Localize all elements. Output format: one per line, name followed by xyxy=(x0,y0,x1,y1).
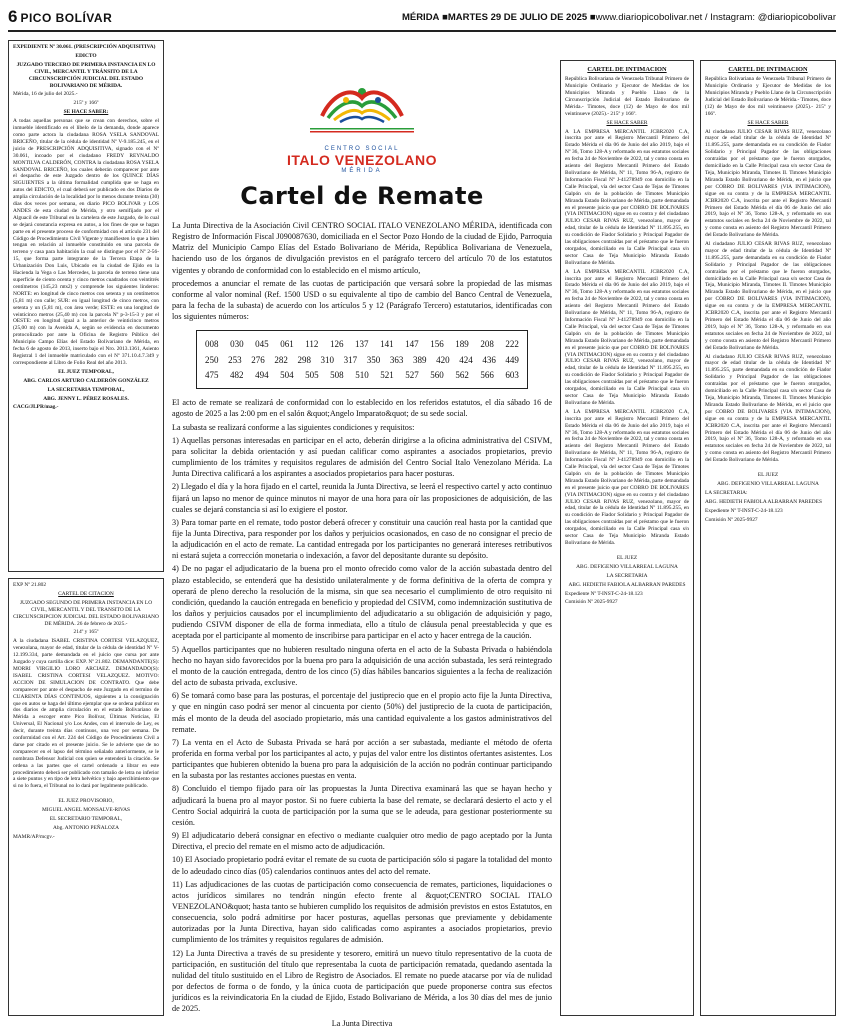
intimacion-judge: EL JUEZ xyxy=(616,554,638,561)
edicto-secretary: LA SECRETARIA TEMPORAL, xyxy=(47,386,125,393)
lot-number: 045 xyxy=(255,339,269,350)
remate-p1: El acto de remate se realizará de conformidad con lo establecido en los referidos estatutos, el día sábado 16 de agosto de 2025 a las 2:00 pm en el salón &quot;Angelo Imparato&quot; de su sede social. xyxy=(172,398,552,419)
lot-number: 317 xyxy=(343,354,358,365)
masthead-date: MARTES 29 DE JULIO DE 2025 xyxy=(447,11,588,23)
remate-intro-2: procedemos a anunciar el remate de las cuotas de participación que versará sobre la propiedad de las mismas conforme al valor nominal (Ref. 1500 USD o su equivalente al tipo de cambio del Banco Central de Venezuela, para la fecha de la subasta) de acuerdo con los artículos 5 y 12 (Parágrafo Tercero) estatutarios, identificadas con los siguientes números: xyxy=(172,278,552,322)
intimacion-footer-1: Expediente Nº T-INST-C-24-18.123 xyxy=(565,590,643,597)
lot-number: 494 xyxy=(255,370,269,380)
lot-number: 112 xyxy=(305,339,319,350)
remate-p5: 3) Para tomar parte en el remate, todo postor deberá ofrecer y constituir una caución real hasta por la cantidad que fije la Junta Directiva, para responder por los daños y perjuicios ocasionados, en caso de no consignar el precio de la adjudicación en el acto de remate. La cantidad entregada por los participantes no generará intereses retributivos ni estará sujeta a corrección monetaria o indexación, a favor del depositante durante su depósito. xyxy=(172,517,552,561)
lot-number: 560 xyxy=(430,370,444,380)
lot-number: 298 xyxy=(297,354,311,365)
intimacion-body-cont-2: A LA EMPRESA MERCANTIL JCBR2020 C.A, inscrita por ante el Registro Mercantil Primero del Estado Mérida el día 06 de Junio del año 2019, bajo el Nº 36, Tomo 128-A y reformado en sus estatutos sociales en fecha 24 de Noviembre de 2022, tal y como consta en asiento del Registro Mercantil Primero del Estado Bolivariano de Mérida, Nº 11, Tomo 96-A, registro de Información Fiscal Nº J-41278949 con domicilio en la Calle Principal, vía del sector Casa de Tejas de Timotes Galpón s/n de la población de Timotes Municipio Miranda Estado Bolivariano de Mérida, parte demandada en el presente juicio que por COBRO DE BOLIVARES (VIA INTIMACION) sigue en su contra y del ciudadano JULIO CESAR RIVAS RUZ, venezolano, mayor de edad, titular de la cédula de Identidad Nº 11.895.255, en su condición de Fiador Solidario y Principal Pagador de las obligaciones contraídas por el préstamo que le fueron otorgados, domiciliado en la Calle Principal casa s/n sector Casa de Teja Municipio Miranda Estado Bolivariano de Mérida. xyxy=(565,408,689,546)
lot-number: 521 xyxy=(380,370,394,380)
lot-number: 505 xyxy=(305,370,319,380)
intimacion-head: República Bolivariana de Venezuela Tribunal Primero de Municipio Ordinario y Ejecutor de Medidas de los Municipios Miranda y Pueblo Llano de la Circunscripción Judicial del Estado Bolivariano de Mérida.- Timotes, doce (12) de Mayo de dos mil veintinueve (2025).- 215º y 166º. xyxy=(565,76,689,117)
remate-title: Cartel de Remate xyxy=(240,182,484,210)
lot-number: 562 xyxy=(455,370,469,380)
masthead-separator: ■ xyxy=(589,11,596,23)
edicto-court-date: Mérida, 16 de julio del 2025.- xyxy=(13,91,78,98)
edicto-se-hace-saber: SE HACE SABER: xyxy=(63,109,109,116)
intimacion-notice-company xyxy=(560,60,694,1016)
lot-number: 250 xyxy=(205,354,219,365)
intimacion-secretary-name: ABG. HEDIETH FABIOLA ALBARRAN PAREDES xyxy=(705,498,822,505)
lot-number: 141 xyxy=(380,339,394,350)
masthead-city: MÉRIDA xyxy=(401,11,440,23)
remate-p10: 8) Concluido el tiempo fijado para oír las propuestas la Junta Directiva examinará las que se hayan hecho y adjudicará la buena pro al mayor postor. Si no fuere cubierta la base del remate, se declarará desierto el acto y el Centro Social adquirirá la cuota de participación por la suma que se le adeuda, para gestionar posteriormente su cesión. xyxy=(172,784,552,827)
intimacion-body-cont: Al ciudadano JULIO CESAR RIVAS RUZ, venezolano mayor de edad titular de la cédula de Identidad Nº 11.895.255, parte demandada en su condición de Fiador Solidario y Principal Pagador de las obligaciones contraídas por el préstamo que le fueron otorgados, domiciliado en la Calle Principal casa s/n sector Casa de Teja, Municipio Miranda, Timotes II. Timotes Municipio Miranda Estado Bolivariano de Mérida, en el juicio que por COBRO DE BOLIVARES (VIA INTIMACION), sigue en su contra y de la EMPRESA MERCANTIL JCBR2020 C.A, inscrita por ante el Registro Mercantil Primero del Estado Mérida el día 06 de Junio del año 2019, bajo el Nº 36, Tomo 128-A, y reformado en sus estatutos sociales en fecha 24 de Noviembre de 2022, tal y como consta en asiento del Registro Mercantil Primero del Estado Bolivariano de Mérida. xyxy=(705,241,831,351)
csiv-logo xyxy=(170,40,554,210)
edicto-notice xyxy=(8,40,164,572)
remate-conditions xyxy=(170,397,554,1014)
intimacion-title: CARTEL DE INTIMACION xyxy=(728,66,808,73)
citacion-initials: MAMR/AP/mcgv.- xyxy=(13,833,55,840)
masthead xyxy=(8,4,836,32)
lot-number: 222 xyxy=(505,339,519,350)
masthead-instagram: Instagram: @diariopicobolivar xyxy=(710,11,836,23)
lot-number: 350 xyxy=(366,354,381,365)
lot-number: 436 xyxy=(482,354,496,365)
remate-p9: 7) La venta en el Acto de Subasta Privada se hará por acción a ser subastada, mediante el método de oferta proferida en forma verbal por los participantes al acto, y pujas del valor entre los distintos ofertantes asistentes. Los participantes que hubieren obtenido la buena pro para la adquisición de la acción no podrán continuar participando en la subasta por las restantes acciones puestas en venta. xyxy=(172,737,552,781)
lot-number: 603 xyxy=(505,370,519,380)
intimacion-judge-name: ABG. DEFIGENIO VILLARREAL LAGUNA xyxy=(576,563,678,570)
remate-p14: 12) La Junta Directiva a través de su presidente y tesorero, emitirá un nuevo título representativo de la cuota de participación, en sustitución del título que representaba la cuota de participación rematada, quedando asentada la nulidad del título sustituido en el Libro de Registro de Asociados. El remate no puede atacarse por vía de nulidad por defectos de forma o de fondo, y la única cuota de participación que puede proponerse contra sus efectos jurídicos es la reivindicatoria En la ciudad de Ejido, Estado Bolivariano de Mérida, a los 30 días del mes de junio de 2025. xyxy=(172,948,552,1014)
intimacion-footer-2: Comisión Nº 2025-9927 xyxy=(565,599,618,606)
lot-number: 504 xyxy=(280,370,294,380)
lot-number: 156 xyxy=(430,339,444,350)
lot-number: 253 xyxy=(228,354,242,365)
lot-number: 189 xyxy=(455,339,469,350)
remate-p8: 6) Se tomará como base para las posturas, el porcentaje del justiprecio que en el propio acto fije la Junta Directiva, y que en ningún caso podrá ser menor al cincuenta por ciento (50%) del justiprecio de la cuota de participación, más el monto de la deuda del asociado propietario, más una cantidad equivalente a los gastos administrativos del remate. xyxy=(172,691,552,734)
lot-number: 508 xyxy=(330,370,344,380)
remate-p11: 9) El adjudicatario deberá consignar en efectivo o mediante cualquier otro medio de pago aceptado por la Junta Directiva, el precio del remate en el mismo acto de adjudicación. xyxy=(172,831,552,852)
intimacion-secretary-name: ABG. HEDIETH FABIOLA ALBARRAN PAREDES xyxy=(568,581,686,588)
lot-number: 008 xyxy=(205,339,219,350)
lot-number: 310 xyxy=(320,354,335,365)
edicto-court: JUZGADO TERCERO DE PRIMERA INSTANCIA EN LO CIVIL, MERCANTIL Y TRÁNSITO DE LA CIRCUNSCRIPCIÓN JUDICIAL DEL ESTADO BOLIVARIANO DE MÉRIDA. xyxy=(16,61,156,89)
intimacion-footer-1: Expediente Nº T-INST-C-24-18.123 xyxy=(705,507,783,514)
edicto-judge: EL JUEZ TEMPORAL, xyxy=(58,368,114,375)
intimacion-body-cont-2: Al ciudadano JULIO CESAR RIVAS RUZ, venezolano mayor de edad titular de la cédula de Identidad Nº 11.895.255, parte demandada en su condición de Fiador Solidario y Principal Pagador de las obligaciones contraídas por el préstamo que le fueron otorgados, domiciliado en la Calle Principal casa s/n sector Casa de Teja, Municipio Miranda, Timotes II. Timotes Municipio Miranda Estado Bolivariano de Mérida, en el juicio que por COBRO DE BOLIVARES (VIA INTIMACION), sigue en su contra y de la EMPRESA MERCANTIL JCBR2020 C.A, inscrita por ante el Registro Mercantil Primero del Estado Mérida el día 06 de Junio del año 2019, bajo el Nº 36, Tomo 128-A, y reformado en sus estatutos sociales en fecha 24 de Noviembre de 2022, tal y como consta en asiento del Registro Mercantil Primero del Estado Bolivariano de Mérida. xyxy=(705,353,831,464)
intimacion-title: CARTEL DE INTIMACION xyxy=(587,66,667,73)
citacion-court: JUZGADO SEGUNDO DE PRIMERA INSTANCIA EN LO CIVIL, MERCANTIL Y DEL TRANSITO DE LA CIRCUNSCRIPCION JUDICIAL DEL ESTADO BOLIVARIANO DE MÉRIDA. 26 de febrero de 2025.- xyxy=(13,599,159,627)
citacion-body: A la ciudadana ISABEL CRISTINA CORTESI VELAZQUEZ, venezolana, mayor de edad, titular de la cédula de identidad Nº V-12.199.334, parte demandada en el juicio que cursa por ante Juzgado y cuya cartilla dice: EXP. Nº 21.802. DEMANDANTE(S): MORRI VIRGILIO LORO ARCIAEZ. DEMANDADO(S): ISABEL CRISTINA CORTESI VELAZQUEZ. MOTIVO: ACCION DE SIMULACION DE CONTRATO. Que debe comparecer por ante el despacho de este Juzgado en el termino de CUARENTA DÍAS CONTINUOS, siguientes a la consignación que en autos se haga del último ejemplar que se ordena publicar en dos diarios de amplia circulación en el estado Bolivariano de Mérida a escoger entre Pico Bolívar, Últimas Noticias, El Universal, El Nacional y/o Los Andes, con el intervalo de Ley, es decir, durante treinta días continuos, una vez por semana. De conformidad con el Art. 224 del Código de Procedimiento Civil a darse por citado en el presente juicio. Se le advierte que de no comparecer en el lapso del término señalado anteriormente, se le nombrara Defensor Judicial con quien se entenderá la citación. Se ordena a las partes que el cartel ordenado a librar en este procedimiento deberá ser publicado con tamaño de letra no inferior a siete puntos y en tipo de letra helvético y bajo apercibimiento que si no lo fuera, el Tribunal no lo dará por legalmente publicado. xyxy=(13,638,159,790)
masthead-separator: ■ xyxy=(442,11,448,23)
lots-row xyxy=(205,368,519,383)
lot-number: 061 xyxy=(280,339,294,350)
intimacion-footer-2: Comisión Nº 2025-9927 xyxy=(705,516,758,523)
intimacion-se-hace-saber: SE HACE SABER xyxy=(606,119,648,126)
csiv-logo-icon xyxy=(262,76,462,146)
lot-number: 030 xyxy=(230,339,244,350)
edicto-body: A todas aquellas personas que se crean con derechos, sobre el inmueble identificado en el libelo de la demanda, donde aparece como parte actora la ciudadana ROSA YSELA SANDOVAL BRICEÑO, titular de la cédula de identidad Nº V-9.185.245, en el juicio de PRESCRIPCIÓN ADQUISITIVA, signado con el Nº 30.061, incoado por el ciudadano FREDY REYNALDO MONTILVA CALDERÓN, CONTRA la ciudadana ROSA YSELA SANDOVAL BRICEÑO, los cuales deberán comparecer por ante el despacho de este Juzgado dentro de los QUINCE DÍAS SIGUIENTES a la última formalidad cumplida que se haga en autos del EDICTO, el cual deberá ser publicado en dos Diarios de amplia circulación de la localidad por lo menos durante treinta (30) días dos veces por semana, en diario PICO BOLIVAR y LOS ANDES de esta ciudad de Mérida, y otro semifijado por el Alguacil de este Tribunal en la cartelera de este Juzgado, de lo cual se dejará constancia expresa en autos, a los fines de que se hagan parte en el presente proceso de conformidad con el artículo 231 del Código de Procedimiento Civil Vigente y manifiesten lo que a bien tengan en relación al inmueble constituido en una parcela de terreno y casa para habitación la cual se distingue por el Nº 2-56-15, que forma parte integrante de la Tercera Etapa de la Urbanización Don Luis, Ubicado en la ciudad de Ejido en la Hacienda la Vega o Las Mercedes, la parcela de terreno tiene una superficie de ciento ocenta y cinco metros cuadrados con veintitrés centímetros (145,23 mts2) y comprende los siguientes linderos: NORTE: en longitud de cinco metros con setenta y un centímetros (5,81 m) con calle; SUR: en igual longitud de cinco metros, con setenta y un (5,81 m), con área verde; ESTE: en una longitud de veinticinco metros (25,40 m) con la parcela Nº p-3-15-3 y por el OESTE: en longitud igual a la anterior de veinticinco metros (25,00 m) con la Avenida A, según se evidencia en documento protocolizado por ante la Oficina de Registro Público del Municipio Campo Elías del Estado Bolivariano de Mérida, en fecha 6 de agosto de 2013, inserto bajo el Nro. 2013.1361, Asiento Registral 1 del inmueble matriculado con el Nº 371.10.4.7.349 y correspondiente al Libro de Folio Real del año 2013. xyxy=(13,118,159,366)
paper-name: PICO BOLÍVAR xyxy=(20,11,113,25)
edicto-secretary-name: ABG. JENNY L. PÉREZ ROSALES. xyxy=(43,395,129,402)
lot-number: 282 xyxy=(274,354,288,365)
lot-number: 208 xyxy=(480,339,494,350)
remate-body xyxy=(170,220,554,322)
remate-notice xyxy=(170,40,554,1028)
intimacion-head: República Bolivariana de Venezuela Tribunal Primero de Municipio Ordinario y Ejecutor de Medidas de los Municipios Miranda y Pueblo Llano de la Circunscripción Judicial del Estado Bolivariano de Mérida.- Timotes, doce (12) de Mayo de dos mil veintinueve (2025).- 215º y 166º. xyxy=(705,76,831,117)
lot-number: 126 xyxy=(329,339,344,350)
lot-number: 137 xyxy=(355,339,369,350)
lot-number: 475 xyxy=(205,370,219,380)
remate-p13: 11) Las adjudicaciones de las cuotas de participación como consecuencia de remates, particiones, liquidaciones o actos jurídicos similares no tendrán ningún efecto frente al &quot;CENTRO SOCIAL ITALO VENEZOLANO&quot; hasta tanto se hubieren cumplido los requisitos de admisión previstos en estos Estatutos, en consecuencia, solo podrá admitirse por hacer posturas, aquellas personas que previamente y debidamente autorizadas por la Junta Directiva, hayan sido calificadas como aspirantes a asociados propietarios, previo cumplimiento de los trámites y requisitos regulares de admisión. xyxy=(172,879,552,945)
masthead-website: www.diariopicobolivar.net xyxy=(595,11,703,23)
lot-number: 566 xyxy=(480,370,494,380)
lot-number: 276 xyxy=(251,354,265,365)
intimacion-se-hace-saber: SE HACE SABER xyxy=(747,119,789,126)
remate-p2: La subasta se realizará conforme a las siguientes condiciones y requisitos: xyxy=(172,422,415,432)
edicto-initials: CACG/JLPR/mag.- xyxy=(13,404,59,411)
remate-p6: 4) De no pagar el adjudicatario de la buena pro el monto ofrecido como valor de la acción subastada dentro del plazo establecido, se entenderá que ha desistido unilateralmente y de forma definitiva de la oferta de compra y operará de pleno derecho la resolución de la misma, sin que sea necesario el cumplimiento de otro requisito ni condición, quedando la caución entregada en beneficio y propiedad del CSIVM, como indemnización sustitutiva de los daños y perjuicios causados por el incumplimiento del adjudicatario a su obligación de adquisición y pago, pudiendo CSIVM disponer de ella de forma inmediata, ello a título de cláusula penal preestablecida y que es aceptada por el participante al momento de inscribirse para participar en el acto y hacer entrega de la caución. xyxy=(172,564,552,641)
masthead-right: MÉRIDA ■MARTES 29 DE JULIO DE 2025 ■www.diariopicobolivar.net / Instagram: @diariopicobolivar xyxy=(401,11,836,23)
citacion-judge-name: MIGUEL ANGEL MONSALVE-RIVAS xyxy=(42,807,130,814)
remate-p3: 1) Aquellas personas interesadas en participar en el acto, deberán dirigirse a la oficina administrativa del CSIVM, para solicitar la debida orientación y así puedan calificar como aspirantes a asociados propietarios, previo cumplimiento de los trámites y requisitos regulares de admisión del Centro Social Italo Venezolano Mérida. La Junta Directiva calificará a los aspirantes a asociados propietarios para hacer posturas. xyxy=(172,435,552,479)
lot-number: 420 xyxy=(436,354,450,365)
edicto-header: EXPEDIENTE Nº 30.061. (PRESCRIPCIÓN ADQUISITIVA) xyxy=(13,44,156,50)
citacion-title: CARTEL DE CITACION xyxy=(58,590,114,597)
intimacion-judge-name: ABG. DEFIGENIO VILLARREAL LAGUNA xyxy=(717,480,819,487)
edicto-title: EDICTO xyxy=(75,52,97,59)
remate-p7: 5) Aquellos participantes que no hubieren resultado ninguna oferta en el acto de la Subasta Privada o habiéndola hecho no hayan sido favorecidos por la buena pro para la adquisición de una acción subastada, les será reintegrado el monto de la caución entregada, dentro de los cinco (5) días hábiles bancarios siguientes a la fecha de realización del acto de subasta privada, exclusive. xyxy=(172,644,552,688)
logo-top-text: CENTRO SOCIAL xyxy=(324,146,400,152)
citacion-notice xyxy=(8,578,164,1016)
masthead-left xyxy=(8,7,112,27)
citacion-judge: EL JUEZ PROVISORIO, xyxy=(58,798,114,805)
lot-number: 389 xyxy=(412,354,427,365)
remate-p4: 2) Llegado el día y la hora fijado en el cartel, reunida la Junta Directiva, se leerá el respectivo cartel y acto continuo fijará un lapso no menor de quince minutos ni mayor de una hora para oír las proposiciones de adquisición, de las cuales se dejará constancia si así lo exigiere el postor. xyxy=(172,482,552,514)
lot-number: 510 xyxy=(355,370,369,380)
lot-number: 147 xyxy=(405,339,419,350)
lots-table xyxy=(196,330,528,389)
citacion-secretary: EL SECRETARIO TEMPORAL, xyxy=(49,816,123,823)
citacion-header: EXP Nº 21.802 xyxy=(13,582,47,588)
lot-number: 449 xyxy=(505,354,519,365)
lots-row xyxy=(205,337,519,352)
lot-number: 482 xyxy=(230,370,244,380)
page-number: 6 xyxy=(8,7,18,26)
intimacion-body-cont: A LA EMPRESA MERCANTIL JCBR2020 C.A, inscrita por ante el Registro Mercantil Primero del Estado Mérida el día 06 de Junio del año 2019, bajo el Nº 36, Tomo 128-A y reformado en sus estatutos sociales en fecha 24 de Noviembre de 2022, tal y como consta en asiento del Registro Mercantil Primero del Estado Bolivariano de Mérida, Nº 11, Tomo 96-A, registro de Información Fiscal Nº J-41278949 con domicilio en la Calle Principal, vía del sector Casa de Tejas de Timotes Galpón s/n de la población de Timotes Municipio Miranda Estado Bolivariano de Mérida, parte demandada en el presente juicio que por COBRO DE BOLIVARES (VIA INTIMACION) sigue en su contra y del ciudadano JULIO CESAR RIVAS RUZ, venezolano, mayor de edad, titular de la cédula de Identidad Nº 11.895.255, en su condición de Fiador Solidario y Principal Pagador de las obligaciones contraídas por el préstamo que le fueron otorgados, domiciliado en la Calle Principal casa s/n sector Casa de Teja Municipio Miranda Estado Bolivariano de Mérida. xyxy=(565,268,689,406)
intimacion-body: A LA EMPRESA MERCANTIL JCBR2020 C.A, inscrita por ante el Registro Mercantil Primero del Estado Mérida el día 06 de Junio del año 2019, bajo el Nº 36, Tomo 128-A y reformado en sus estatutos sociales en fecha 24 de Noviembre de 2022, tal y como consta en asiento del Registro Mercantil Primero del Estado Bolivariano de Mérida, Nº 11, Tomo 96-A, registro de Información Fiscal Nº J-41278949 con domicilio en la Calle Principal, vía del sector Casa de Tejas de Timotes Galpón s/n de la población de Timotes Municipio Miranda Estado Bolivariano de Mérida, parte demandada en el presente juicio que por COBRO DE BOLIVARES (VIA INTIMACION) sigue en su contra y del ciudadano JULIO CESAR RIVAS RUZ, venezolano, mayor de edad, titular de la cédula de Identidad Nº 11.895.255, en su condición de Fiador Solidario y Principal Pagador de las obligaciones contraídas por el préstamo que le fueron otorgados, domiciliado en la Calle Principal casa s/n sector Casa de Teja Municipio Miranda Estado Bolivariano de Mérida. xyxy=(565,128,689,266)
lot-number: 424 xyxy=(459,354,473,365)
intimacion-judge: EL JUEZ xyxy=(757,472,779,479)
citacion-years: 214º y 165º xyxy=(73,629,99,636)
citacion-secretary-name: Abg. ANTONIO PEÑALOZA xyxy=(53,825,119,831)
intimacion-body: Al ciudadano JULIO CESAR RIVAS RUZ, venezolano mayor de edad titular de la cédula de Identidad Nº 11.895.255, parte demandada en su condición de Fiador Solidario y Principal Pagador de las obligaciones contraídas por el préstamo que le fueron otorgados, domiciliado en la Calle Principal casa s/n sector Casa de Teja, Municipio Miranda, Timotes II. Timotes Municipio Miranda Estado Bolivariano de Mérida, en el juicio que por COBRO DE BOLIVARES (VIA INTIMACION), sigue en su contra y de la EMPRESA MERCANTIL JCBR2020 C.A, inscrita por ante el Registro Mercantil Primero del Estado Mérida el día 06 de Junio del año 2019, bajo el Nº 36, Tomo 128-A, y reformado en sus estatutos sociales en fecha 24 de Noviembre de 2022, tal y como consta en asiento del Registro Mercantil Primero del Estado Bolivariano de Mérida. xyxy=(705,128,831,239)
remate-intro: La Junta Directiva de la Asociación Civil CENTRO SOCIAL ITALO VENEZOLANO MÉRIDA, identificada con Registro de Información Fiscal J090087630, domiciliada en el Sector Pozo Hondo de la ciudad de Ejido, Parroquia Matriz del Municipio Campo Elías del Estado Bolivariano de Mérida, República Bolivariana de Venezuela, haciendo uso de los órganos de divulgación previstos en el parágrafo tercero del artículo 70 de los estatutos vigentes y obrando de conformidad con lo establecido en el mismo artículo, xyxy=(172,221,552,275)
intimacion-secretary: LA SECRETARIA: xyxy=(705,489,748,496)
remate-signature: La Junta Directiva xyxy=(331,1018,393,1028)
remate-p12: 10) El Asociado propietario podrá evitar el remate de su cuota de participación sólo si pagare la totalidad del monto de lo adeudado cinco días (05) calendarios continuos antes del acto del remate. xyxy=(172,855,552,876)
lot-number: 363 xyxy=(389,354,404,365)
lot-number: 527 xyxy=(405,370,419,380)
lots-row xyxy=(205,353,519,368)
edicto-years: 215º y 166º xyxy=(73,100,99,107)
logo-main-text: ITALO VENEZOLANO xyxy=(286,152,438,168)
logo-city-text: MÉRIDA xyxy=(341,168,383,174)
edicto-judge-name: ABG. CARLOS ARTURO CALDERÓN GONZÁLEZ xyxy=(23,377,149,384)
intimacion-secretary: LA SECRETARIA xyxy=(606,572,648,579)
intimacion-notice-person xyxy=(700,60,836,1016)
